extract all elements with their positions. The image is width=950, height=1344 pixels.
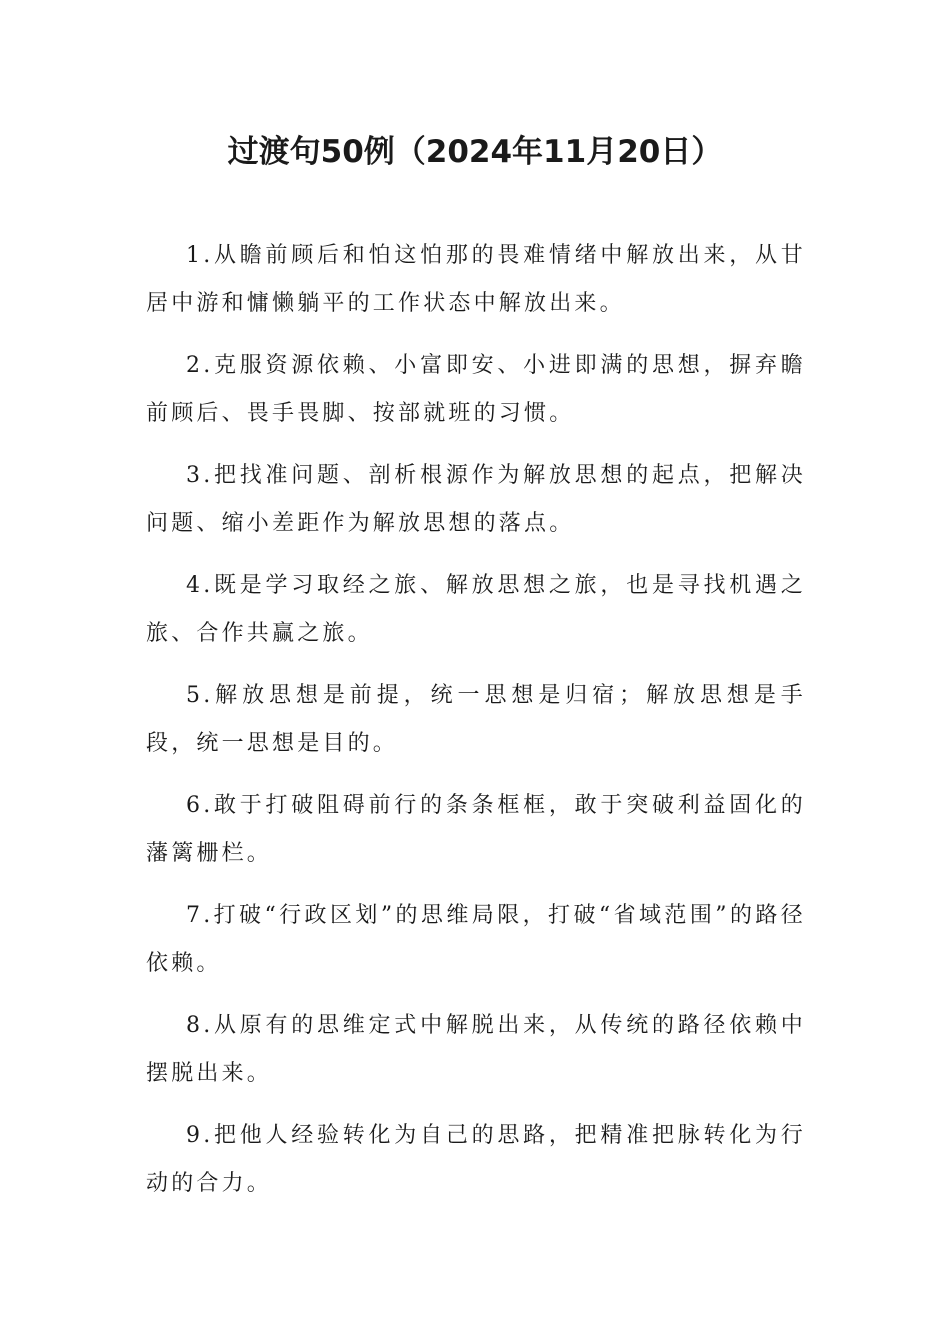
paragraph-item-2: 2.克服资源依赖、小富即安、小进即满的思想，摒弃瞻前顾后、畏手畏脚、按部就班的习惯。 (146, 353, 806, 426)
paragraph-item-9: 9.把他人经验转化为自己的思路，把精准把脉转化为行动的合力。 (146, 1123, 806, 1196)
paragraph-item-6: 6.敢于打破阻碍前行的条条框框，敢于突破利益固化的藩篱栅栏。 (146, 793, 806, 866)
paragraph-item-1: 1.从瞻前顾后和怕这怕那的畏难情绪中解放出来，从甘居中游和慵懒躺平的工作状态中解放出来。 (146, 243, 806, 316)
document-title: 过渡句50例（2024年11月20日） (227, 134, 723, 170)
document-body (146, 232, 806, 1222)
paragraph-item-5: 5.解放思想是前提，统一思想是归宿；解放思想是手段，统一思想是目的。 (146, 683, 806, 756)
paragraph-item-3: 3.把找准问题、剖析根源作为解放思想的起点，把解决问题、缩小差距作为解放思想的落点。 (146, 463, 806, 536)
paragraph-item-4: 4.既是学习取经之旅、解放思想之旅，也是寻找机遇之旅、合作共赢之旅。 (146, 573, 806, 646)
paragraph-item-7: 7.打破“行政区划”的思维局限，打破“省域范围”的路径依赖。 (146, 903, 806, 976)
paragraph-item-8: 8.从原有的思维定式中解脱出来，从传统的路径依赖中摆脱出来。 (146, 1013, 806, 1086)
